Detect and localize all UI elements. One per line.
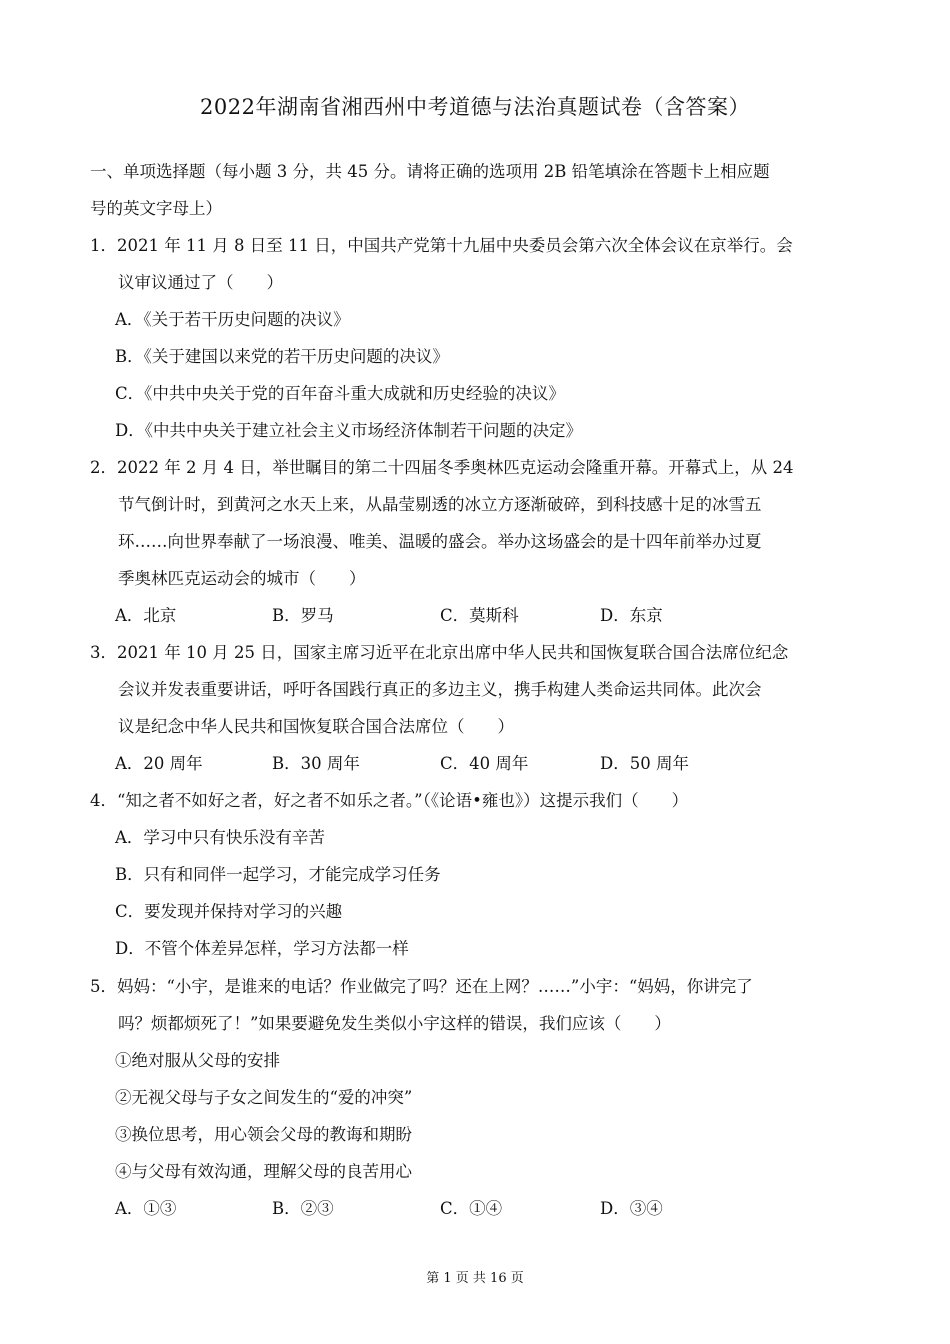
section-heading-line-1: 一、单项选择题（每小题 3 分，共 45 分。请将正确的选项用 2B 铅笔填涂在答题卡上相应题: [90, 162, 770, 181]
question-3: [90, 634, 880, 782]
section-heading: [90, 153, 880, 227]
question-3-stem-line-3: 议是纪念中华人民共和国恢复联合国合法席位（ ）: [118, 717, 514, 736]
question-4-option-a: A．学习中只有快乐没有辛苦: [115, 828, 325, 847]
question-5-option-c: C．①④: [440, 1199, 503, 1218]
question-2: [90, 449, 880, 634]
question-2-option-d: D．东京: [600, 606, 663, 625]
question-1-option-d: D．《中共中央关于建立社会主义市场经济体制若干问题的决定》: [115, 421, 582, 440]
question-3-options: [90, 745, 880, 782]
question-3-option-c: C．40 周年: [440, 754, 529, 773]
page-footer: 第 1 页 共 16 页: [426, 1271, 524, 1286]
question-2-option-c: C．莫斯科: [440, 606, 519, 625]
question-4-option-b: B．只有和同伴一起学习，才能完成学习任务: [115, 865, 441, 884]
question-1: [90, 227, 880, 449]
question-1-stem-line-2: 议审议通过了（ ）: [118, 273, 283, 292]
question-2-stem-line-1: 2．2022 年 2 月 4 日，举世瞩目的第二十四届冬季奥林匹克运动会隆重开幕。开幕式上，从 24: [90, 458, 794, 477]
page-title: 2022年湖南省湘西州中考道德与法治真题试卷（含答案）: [200, 95, 750, 119]
question-5-statement-3: ③换位思考，用心领会父母的教诲和期盼: [115, 1125, 412, 1144]
question-1-option-a: A．《关于若干历史问题的决议》: [115, 310, 350, 329]
question-2-stem-line-3: 环……向世界奉献了一场浪漫、唯美、温暖的盛会。举办这场盛会的是十四年前举办过夏: [118, 532, 762, 551]
question-5-stem-line-1: 5．妈妈：“小宇，是谁来的电话？作业做完了吗？还在上网？……”小宇：“妈妈，你讲完了: [90, 977, 753, 996]
question-5-statement-2: ②无视父母与子女之间发生的“爱的冲突”: [115, 1088, 413, 1107]
question-5-stem-line-2: 吗？烦都烦死了！”如果要避免发生类似小宇这样的错误，我们应该（ ）: [118, 1014, 671, 1033]
question-2-stem-line-4: 季奥林匹克运动会的城市（ ）: [118, 569, 366, 588]
question-3-option-b: B．30 周年: [272, 754, 360, 773]
question-4-option-c: C．要发现并保持对学习的兴趣: [115, 902, 343, 921]
question-5: [90, 968, 880, 1227]
question-1-option-c: C．《中共中央关于党的百年奋斗重大成就和历史经验的决议》: [115, 384, 565, 403]
question-4: [90, 782, 880, 967]
question-4-option-d: D．不管个体差异怎样，学习方法都一样: [115, 939, 409, 958]
question-3-stem-line-1: 3．2021 年 10 月 25 日，国家主席习近平在北京出席中华人民共和国恢复联合国合法席位纪念: [90, 643, 789, 662]
question-2-options: [90, 597, 880, 634]
question-2-stem-line-2: 节气倒计时，到黄河之水天上来，从晶莹剔透的冰立方逐渐破碎，到科技感十足的冰雪五: [118, 495, 762, 514]
question-1-option-b: B．《关于建国以来党的若干历史问题的决议》: [115, 347, 449, 366]
question-3-option-d: D．50 周年: [600, 754, 689, 773]
question-1-stem-line-1: 1．2021 年 11 月 8 日至 11 日，中国共产党第十九届中央委员会第六次全体会议在京举行。会: [90, 236, 793, 255]
question-5-options: [90, 1190, 880, 1227]
question-3-option-a: A．20 周年: [115, 754, 203, 773]
question-2-option-b: B．罗马: [272, 606, 334, 625]
question-3-stem-line-2: 会议并发表重要讲话，呼吁各国践行真正的多边主义，携手构建人类命运共同体。此次会: [118, 680, 762, 699]
question-5-option-a: A．①③: [115, 1199, 177, 1218]
question-5-option-b: B．②③: [272, 1199, 334, 1218]
question-5-statement-4: ④与父母有效沟通，理解父母的良苦用心: [115, 1162, 412, 1181]
question-5-statement-1: ①绝对服从父母的安排: [115, 1051, 280, 1070]
question-5-option-d: D．③④: [600, 1199, 663, 1218]
section-heading-line-2: 号的英文字母上）: [90, 199, 222, 218]
question-2-option-a: A．北京: [115, 606, 177, 625]
question-4-stem-line-1: 4．“知之者不如好之者，好之者不如乐之者。”（《论语•雍也》）这提示我们（ ）: [90, 791, 689, 810]
